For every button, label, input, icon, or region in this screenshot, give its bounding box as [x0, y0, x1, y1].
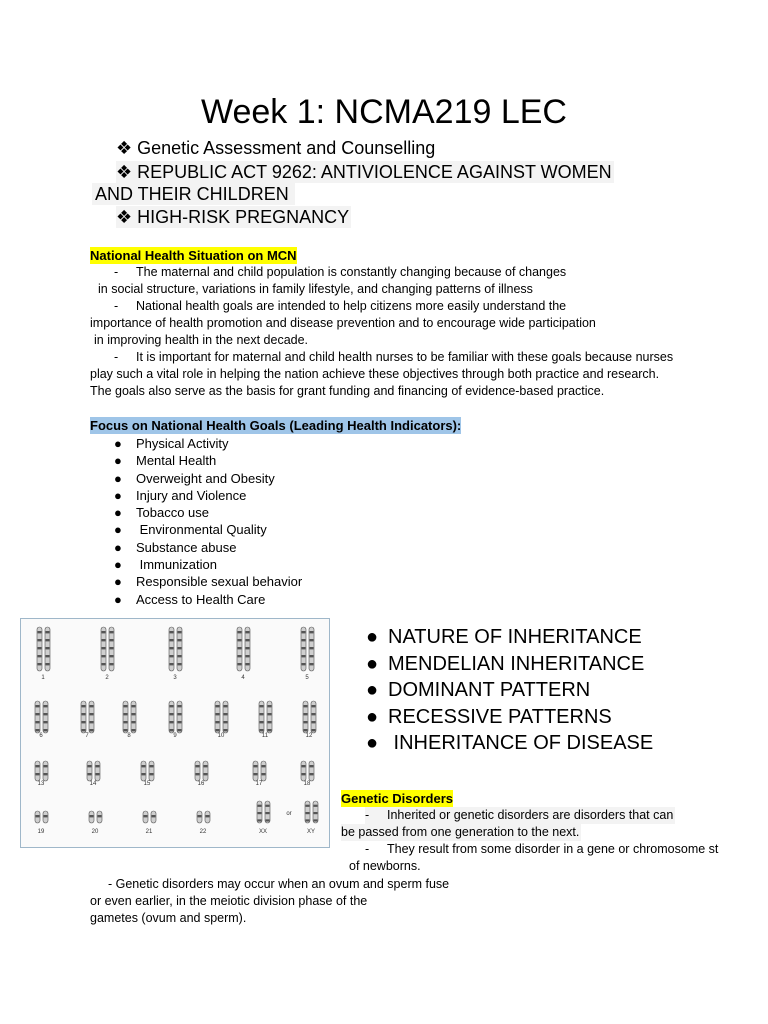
list-item: ● Environmental Quality: [114, 522, 267, 538]
chromosome-pair: [35, 811, 48, 823]
chromosome-label: 4: [241, 675, 245, 681]
focus-heading: Focus on National Health Goals (Leading Health Indicators):: [90, 418, 462, 433]
page-title: Week 1: NCMA219 LEC: [201, 93, 567, 131]
chromosome-pair: [303, 701, 316, 733]
chromosome-pair: [197, 811, 210, 823]
list-item: ● NATURE OF INHERITANCE: [366, 626, 642, 648]
national-health-line-1: - The maternal and child population is constantly changing because of changes: [114, 265, 567, 279]
chromosome-label: 17: [255, 781, 263, 787]
chromosome-label: 16: [197, 781, 205, 787]
list-item: ● DOMINANT PATTERN: [366, 679, 591, 701]
topic-republic-act-cont: AND THEIR CHILDREN: [92, 183, 295, 205]
list-item: ● Immunization: [114, 557, 217, 573]
chromosome-pair: [257, 801, 270, 823]
karyotype-image: [20, 618, 330, 848]
chromosome-label: 14: [89, 781, 97, 787]
chromosome-pair: [169, 627, 182, 671]
national-health-line-5: in improving health in the next decade.: [94, 333, 309, 347]
genetic-disorders-line-6: or even earlier, in the meiotic division phase of the: [90, 894, 368, 908]
chromosome-pair: [169, 701, 182, 733]
genetic-disorders-line-7: gametes (ovum and sperm).: [90, 911, 247, 925]
national-health-heading: National Health Situation on MCN: [90, 248, 297, 263]
chromosome-label: 21: [145, 829, 153, 835]
chromosome-pair: [143, 811, 156, 823]
chromosome-label: 5: [305, 675, 309, 681]
list-item: ● Physical Activity: [114, 436, 229, 451]
chromosome-pair: [87, 761, 100, 781]
genetic-disorders-line-1: - Inherited or genetic disorders are disorders that can: [365, 808, 674, 822]
chromosome-label: 19: [37, 829, 45, 835]
chromosome-label: 22: [199, 829, 207, 835]
chromosome-pair: [123, 701, 136, 733]
list-item: ● INHERITANCE OF DISEASE: [366, 732, 654, 754]
genetic-disorders-line-3: - They result from some disorder in a gene or chromosome st: [365, 842, 719, 856]
chromosome-pair: [81, 701, 94, 733]
chromosome-pair: [141, 761, 154, 781]
list-item: ● Access to Health Care: [114, 591, 266, 607]
chromosome-label: 10: [217, 733, 225, 739]
genetic-disorders-heading: Genetic Disorders: [341, 791, 453, 806]
inheritance-list: [366, 624, 653, 757]
chromosome-pair: [35, 761, 48, 781]
chromosome-pair: [101, 627, 114, 671]
chromosome-label: 9: [173, 733, 177, 739]
chromosome-pair: [89, 811, 102, 823]
chromosome-pair: [305, 801, 318, 823]
genetic-disorders-line-2: be passed from one generation to the next.: [341, 825, 580, 839]
list-item: ● Responsible sexual behavior: [114, 574, 303, 590]
national-health-line-3: - National health goals are intended to help citizens more easily understand the: [114, 299, 567, 313]
chromosome-label: 6: [39, 733, 43, 739]
chromosome-pair: [237, 627, 250, 671]
chromosome-pair: [253, 761, 266, 781]
chromosome-pair: [195, 761, 208, 781]
list-item: ● MENDELIAN INHERITANCE: [366, 652, 645, 675]
chromosome-label: 15: [143, 781, 151, 787]
topic-republic-act: ❖ REPUBLIC ACT 9262: ANTIVIOLENCE AGAINST WOMEN: [116, 162, 612, 182]
chromosome-label: 13: [37, 781, 45, 787]
list-item: ● Tobacco use: [114, 505, 209, 521]
chromosome-pair: [301, 627, 314, 671]
chromosome-pair: [37, 627, 50, 671]
national-health-line-8: The goals also serve as the basis for grant funding and financing of evidence-based practice.: [90, 384, 605, 398]
genetic-disorders-line-5: - Genetic disorders may occur when an ovum and sperm fuse: [108, 877, 450, 891]
national-health-line-6: - It is important for maternal and child health nurses to be familiar with these goals because nurses: [114, 350, 674, 364]
topic-genetic-assessment: ❖ Genetic Assessment and Counselling: [116, 138, 436, 158]
list-item: ● RECESSIVE PATTERNS: [366, 705, 612, 728]
focus-list: [114, 435, 302, 608]
chromosome-label: 3: [173, 675, 177, 681]
list-item: ● Substance abuse: [114, 539, 237, 555]
chromosome-label: XX: [258, 829, 268, 835]
chromosome-label: 20: [91, 829, 99, 835]
list-item: ● Injury and Violence: [114, 487, 247, 503]
national-health-line-7: play such a vital role in helping the nation achieve these objectives through both practice and research.: [90, 367, 660, 381]
chromosome-pair: [259, 701, 272, 733]
chromosome-label: 8: [127, 733, 131, 739]
national-health-line-2: in social structure, variations in family lifestyle, and changing patterns of illness: [98, 282, 533, 296]
chromosome-label: 2: [105, 675, 109, 681]
national-health-line-4: importance of health promotion and disease prevention and to encourage wide participation: [90, 316, 596, 330]
chromosome-pair: [301, 761, 314, 781]
genetic-disorders-line-4: of newborns.: [349, 859, 421, 873]
chromosome-pair: [215, 701, 228, 733]
list-item: ● Overweight and Obesity: [114, 470, 275, 486]
chromosome-label: 12: [305, 733, 313, 739]
chromosome-label: 18: [303, 781, 311, 787]
chromosome-pair: [35, 701, 48, 733]
karyotype-figure: [21, 619, 329, 847]
or-label: or: [286, 811, 292, 817]
chromosome-label: 1: [41, 675, 45, 681]
chromosome-label: XY: [306, 829, 316, 835]
topic-high-risk: ❖ HIGH-RISK PREGNANCY: [116, 207, 350, 227]
list-item: ● Mental Health: [114, 453, 217, 469]
chromosome-label: 11: [261, 733, 269, 739]
chromosome-label: 7: [85, 733, 89, 739]
